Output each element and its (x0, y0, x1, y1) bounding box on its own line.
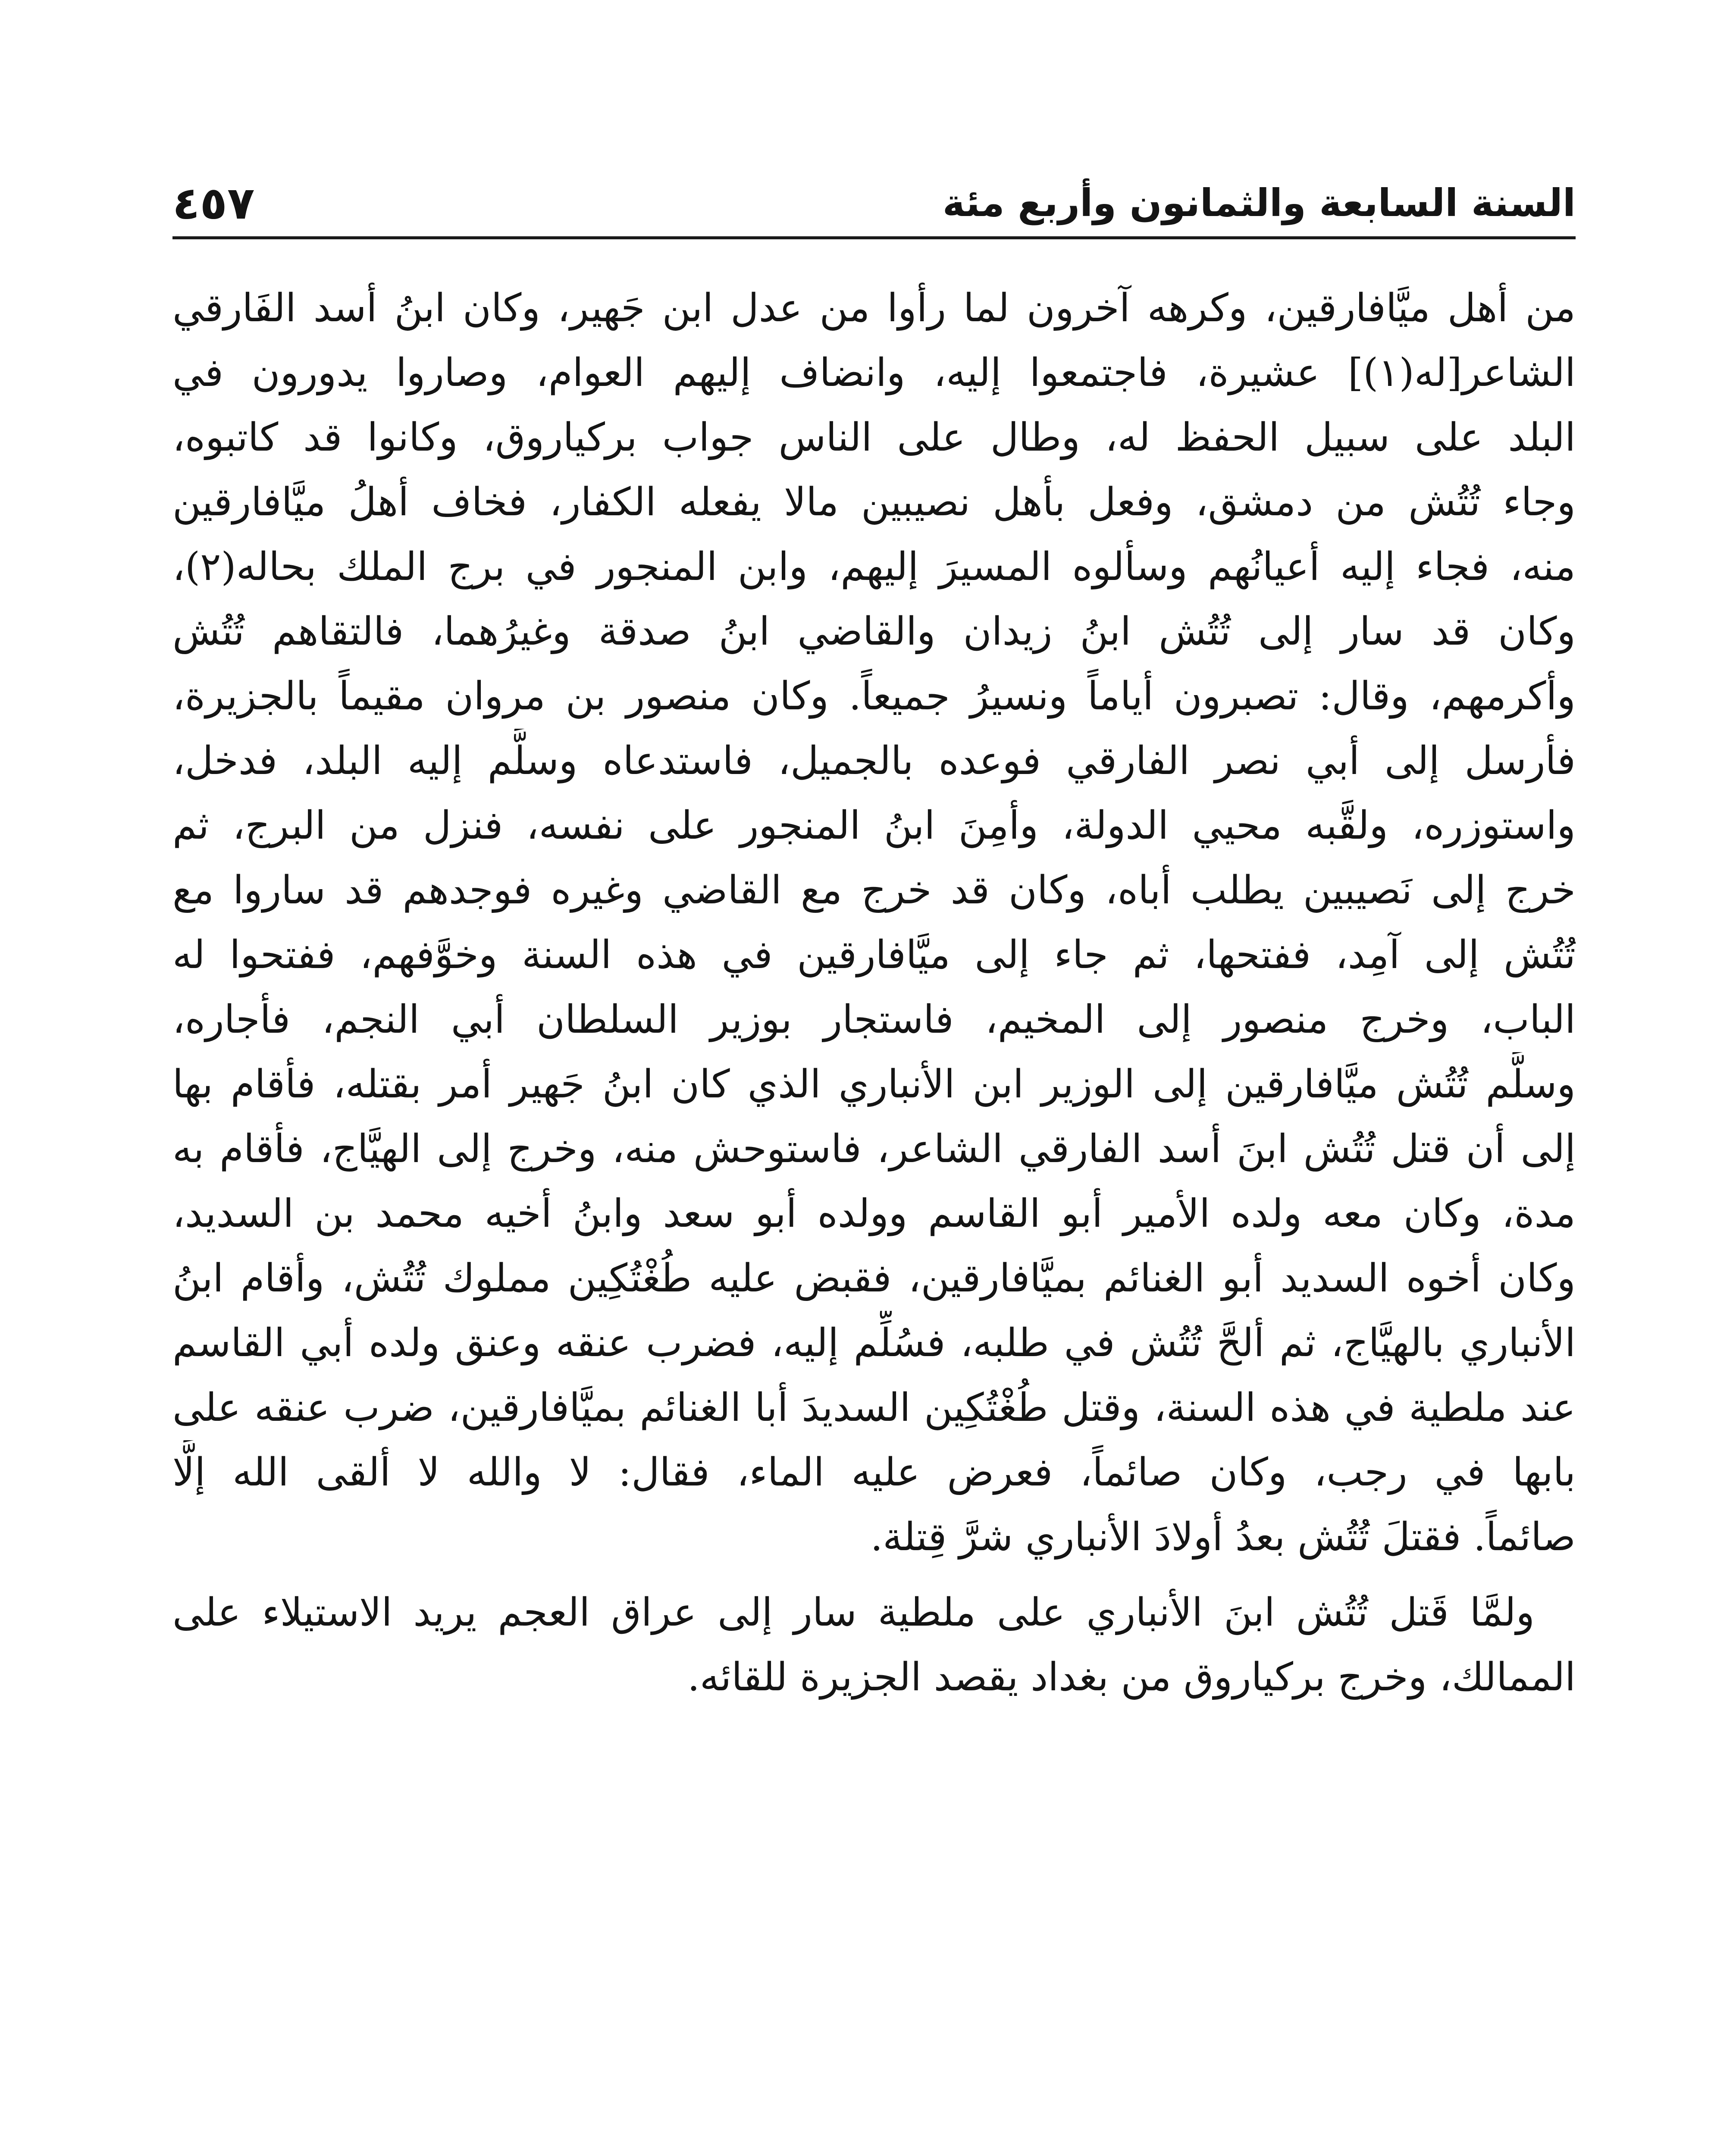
text-line: وسلَّم تُتُش ميَّافارقين إلى الوزير ابن الأنباري الذي كان ابنُ جَهير أمر بقتله، فأقام بها (172, 1062, 1576, 1107)
text-line: واستوزره، ولقَّبه محيي الدولة، وأمِنَ ابنُ المنجور على نفسه، فنزل من البرج، ثم (172, 803, 1576, 848)
text-line: بابها في رجب، وكان صائماً، فعرض عليه الماء، فقال: لا والله لا ألقى الله إلَّا (172, 1450, 1576, 1495)
page-number: ٤٥٧ (172, 177, 255, 229)
text-line: الممالك، وخرج بركياروق من بغداد يقصد الجزيرة للقائه. (687, 1655, 1576, 1700)
text-line: ولمَّا قَتل تُتُش ابنَ الأنباري على ملطية سار إلى عراق العجم يريد الاستيلاء على (172, 1590, 1535, 1635)
text-line: صائماً. فقتلَ تُتُش بعدُ أولادَ الأنباري شرَّ قِتلة. (870, 1514, 1576, 1560)
text-line: وأكرمهم، وقال: تصبرون أياماً ونسيرُ جميعاً. وكان منصور بن مروان مقيماً بالجزيرة، (172, 674, 1576, 719)
text-line: عند ملطية في هذه السنة، وقتل طُغْتُكِين السديدَ أبا الغنائم بميَّافارقين، ضرب عنقه على (172, 1385, 1576, 1430)
text-line: منه، فجاء إليه أعيانُهم وسألوه المسيرَ إليهم، وابن المنجور في برج الملك بحاله(٢)، (172, 544, 1576, 589)
text-line: الأنباري بالهيَّاج، ثم ألحَّ تُتُش في طلبه، فسُلِّم إليه، فضرب عنقه وعنق ولده أبي القاسم (172, 1320, 1576, 1366)
text-line: فأرسل إلى أبي نصر الفارقي فوعده بالجميل، فاستدعاه وسلَّم إليه البلد، فدخل، (172, 738, 1576, 783)
text-line: خرج إلى نَصيبين يطلب أباه، وكان قد خرج مع القاضي وغيره فوجدهم قد ساروا مع (172, 868, 1576, 913)
text-line: تُتُش إلى آمِد، ففتحها، ثم جاء إلى ميَّافارقين في هذه السنة وخوَّفهم، ففتحوا له (172, 932, 1576, 978)
text-line: مدة، وكان معه ولده الأمير أبو القاسم وولده أبو سعد وابنُ أخيه محمد بن السديد، (172, 1191, 1576, 1236)
main-text (172, 276, 1576, 1710)
running-head-title: السنة السابعة والثمانون وأربع مئة (942, 181, 1576, 225)
text-line: من أهل ميَّافارقين، وكرهه آخرون لما رأوا من عدل ابن جَهير، وكان ابنُ أسد الفَارقي (172, 285, 1576, 331)
page-header (172, 166, 1576, 231)
paragraph-gap (172, 1570, 1576, 1580)
text-line: الباب، وخرج منصور إلى المخيم، فاستجار بوزير السلطان أبي النجم، فأجاره، (172, 997, 1576, 1042)
text-line: البلد على سبيل الحفظ له، وطال على الناس جواب بركياروق، وكانوا قد كاتبوه، (172, 415, 1576, 460)
header-rule (172, 236, 1576, 239)
text-line: وجاء تُتُش من دمشق، وفعل بأهل نصيبين مالا يفعله الكفار، فخاف أهلُ ميَّافارقين (172, 479, 1576, 525)
text-line: الشاعر[له(١)] عشيرة، فاجتمعوا إليه، وانضاف إليهم العوام، وصاروا يدورون في (172, 350, 1576, 395)
text-line: وكان قد سار إلى تُتُش ابنُ زيدان والقاضي ابنُ صدقة وغيرُهما، فالتقاهم تُتُش (172, 609, 1576, 654)
text-line: إلى أن قتل تُتُش ابنَ أسد الفارقي الشاعر، فاستوحش منه، وخرج إلى الهيَّاج، فأقام به (172, 1126, 1576, 1172)
text-line: وكان أخوه السديد أبو الغنائم بميَّافارقين، فقبض عليه طُغْتُكِين مملوك تُتُش، وأقام ابنُ (172, 1256, 1576, 1301)
